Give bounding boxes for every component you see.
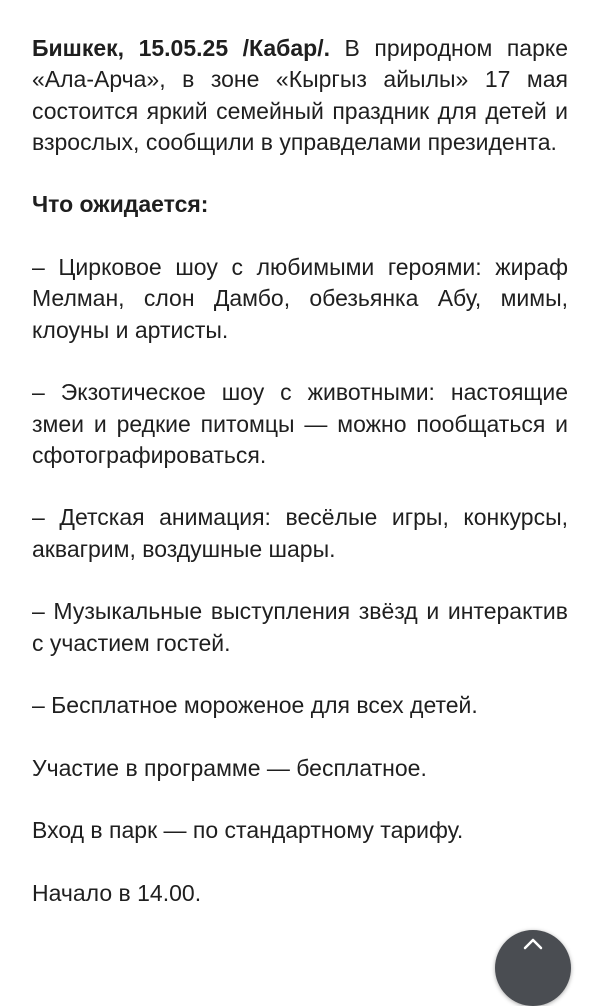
scroll-to-top-button[interactable] xyxy=(495,930,571,1006)
section-heading: Что ожидается: xyxy=(32,191,209,218)
lead-paragraph xyxy=(32,33,568,158)
list-item: – Детская анимация: весёлые игры, конкурсы, аквагрим, воздушные шары. xyxy=(32,504,568,562)
list-item: – Бесплатное мороженое для всех детей. xyxy=(32,692,478,719)
list-item: – Экзотическое шоу с животными: настоящие змеи и редкие питомцы — можно пообщаться и сфотографироваться. xyxy=(32,379,568,468)
dateline: Бишкек, 15.05.25 /Кабар/. xyxy=(32,35,330,61)
lead-text: В природном парке «Ала-Арча», в зоне «Кыргыз айылы» 17 мая состоится яркий семейный праздник для детей и взрослых, сообщили в управделами президента. xyxy=(32,35,568,155)
list-item: – Музыкальные выступления звёзд и интерактив с участием гостей. xyxy=(32,598,568,656)
entry-note: Вход в парк — по стандартному тарифу. xyxy=(32,817,464,844)
article-body xyxy=(32,33,568,941)
participation-note: Участие в программе — бесплатное. xyxy=(32,754,427,781)
start-time: Начало в 14.00. xyxy=(32,880,202,907)
list-item: – Цирковое шоу с любимыми героями: жираф Мелман, слон Дамбо, обезьянка Абу, мимы, клоуны и артисты. xyxy=(32,254,568,343)
chevron-up-icon xyxy=(523,938,543,950)
